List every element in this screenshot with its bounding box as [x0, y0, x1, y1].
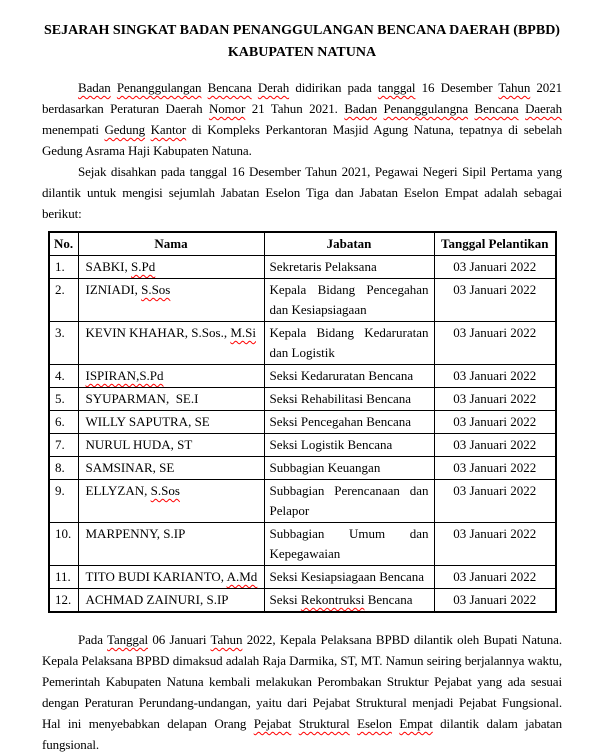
misspelled-text: Bencana [474, 101, 519, 116]
misspelled-text: Badan [344, 101, 378, 116]
misspelled-text: Gedung [104, 122, 146, 137]
table-header-row [49, 232, 556, 256]
misspelled-text: S.Sos [141, 282, 171, 297]
cell-no: 11. [49, 566, 78, 589]
table-row [49, 388, 556, 411]
misspelled-text: Penanggulangan [116, 80, 202, 95]
misspelled-text: Badan [78, 80, 111, 95]
text-run: SABKI, [85, 259, 132, 274]
misspelled-text: tanggal [377, 80, 416, 95]
text-run [350, 716, 357, 731]
text-run: Seksi [269, 592, 301, 607]
table-row [49, 322, 556, 365]
cell-tanggal-pelantikan: 03 Januari 2022 [434, 279, 556, 322]
header-cell-tanggal-pelantikan: Tanggal Pelantikan [434, 232, 556, 256]
cell-jabatan [264, 322, 434, 365]
misspelled-text: Nomor [208, 101, 246, 116]
text-run: Kepala Bidang Kedaruratan dan Logistik [269, 325, 429, 360]
text-run: TITO BUDI KARIANTO, [85, 569, 227, 584]
misspelled-text: Tahun [498, 80, 531, 95]
text-run: MARPENNY, S.IP [85, 526, 186, 541]
cell-jabatan [264, 589, 434, 613]
text-run: ELLYZAN, [85, 483, 151, 498]
text-run [291, 716, 298, 731]
misspelled-text: S.Pd [131, 259, 156, 274]
officials-table [48, 231, 557, 613]
cell-jabatan [264, 256, 434, 279]
text-run: Seksi Kesiapsiagaan Bencana [269, 569, 425, 584]
table-row [49, 434, 556, 457]
cell-nama [78, 566, 264, 589]
table-row [49, 411, 556, 434]
cell-jabatan [264, 388, 434, 411]
text-run: didirikan pada [289, 80, 378, 95]
cell-no: 10. [49, 523, 78, 566]
header-cell-nama: Nama [78, 232, 264, 256]
cell-no: 9. [49, 480, 78, 523]
text-run: Subbagian Perencanaan dan Pelapor [269, 483, 429, 518]
cell-jabatan [264, 523, 434, 566]
text-run: Kepala Bidang Pencegahan dan Kesiapsiagaan [269, 282, 429, 317]
text-run: dilantik dalam jabatan fungsional. [42, 716, 562, 752]
table-row [49, 589, 556, 613]
misspelled-text: Derah [257, 80, 290, 95]
text-run: 2021 berdasarkan Peraturan Daerah [42, 80, 563, 116]
header-cell-no: No. [49, 232, 78, 256]
misspelled-text: ISPIRAN,S.Pd [85, 368, 164, 383]
cell-nama [78, 457, 264, 480]
cell-nama [78, 434, 264, 457]
cell-tanggal-pelantikan: 03 Januari 2022 [434, 388, 556, 411]
text-run: IZNIADI, [85, 282, 142, 297]
table-row [49, 457, 556, 480]
cell-tanggal-pelantikan: 03 Januari 2022 [434, 523, 556, 566]
text-run: Sejak disahkan pada tanggal 16 Desember Tahun 2021, Pegawai Negeri Sipil Pertama yang dilantik untuk mengisi sejumlah Jabatan Eselon Tiga dan Jabatan Eselon Empat adalah sebagai berikut: [42, 164, 562, 221]
text-run: Seksi Logistik Bencana [269, 437, 393, 452]
text-run: KEVIN KHAHAR, S.Sos., [85, 325, 231, 340]
misspelled-text: Kantor [150, 122, 187, 137]
text-run: 06 Januari [148, 632, 211, 647]
table-intro-paragraph [42, 161, 562, 224]
text-run [392, 716, 399, 731]
cell-tanggal-pelantikan: 03 Januari 2022 [434, 411, 556, 434]
cell-jabatan [264, 279, 434, 322]
text-run: SYUPARMAN, SE.I [85, 391, 199, 406]
cell-nama [78, 589, 264, 613]
cell-no: 5. [49, 388, 78, 411]
table-row [49, 279, 556, 322]
cell-nama [78, 388, 264, 411]
cell-no: 6. [49, 411, 78, 434]
cell-nama [78, 523, 264, 566]
misspelled-text: Struktural [298, 716, 350, 731]
text-run: Sekretaris Pelaksana [269, 259, 377, 274]
cell-no: 12. [49, 589, 78, 613]
cell-tanggal-pelantikan: 03 Januari 2022 [434, 322, 556, 365]
cell-no: 7. [49, 434, 78, 457]
cell-tanggal-pelantikan: 03 Januari 2022 [434, 457, 556, 480]
text-run: di Kompleks Perkantoran Masjid Agung Natuna, tepatnya di sebelah Gedung Asrama Haji Kabupaten Natuna. [42, 122, 562, 158]
cell-jabatan [264, 480, 434, 523]
cell-tanggal-pelantikan: 03 Januari 2022 [434, 434, 556, 457]
cell-no: 2. [49, 279, 78, 322]
cell-no: 4. [49, 365, 78, 388]
cell-jabatan [264, 411, 434, 434]
text-run: Pada [78, 632, 108, 647]
misspelled-text: A.Md [226, 569, 258, 584]
misspelled-text: M.Si [230, 325, 256, 340]
text-run: 21 Tahun 2021. [245, 101, 345, 116]
misspelled-text: Empat [399, 716, 433, 731]
cell-jabatan [264, 434, 434, 457]
cell-nama [78, 256, 264, 279]
misspelled-text: Rekontruksi [300, 592, 365, 607]
misspelled-text: Pejabat [253, 716, 292, 731]
text-run: WILLY SAPUTRA, SE [85, 414, 210, 429]
text-run: Seksi Kedaruratan Bencana [269, 368, 414, 383]
cell-no: 1. [49, 256, 78, 279]
text-run: SAMSINAR, SE [85, 460, 175, 475]
document-title-line-1: SEJARAH SINGKAT BADAN PENANGGULANGAN BENCANA DAERAH (BPBD) [44, 23, 560, 38]
cell-tanggal-pelantikan: 03 Januari 2022 [434, 480, 556, 523]
text-run: NURUL HUDA, ST [85, 437, 193, 452]
header-cell-jabatan: Jabatan [264, 232, 434, 256]
document-title-line-2: KABUPATEN NATUNA [227, 45, 377, 60]
opening-paragraph [42, 77, 562, 161]
misspelled-text: S.Sos [150, 483, 180, 498]
document-title [42, 20, 562, 64]
text-run: Subbagian Umum dan Kepegawaian [269, 526, 429, 561]
cell-no: 3. [49, 322, 78, 365]
misspelled-text: Tanggal [107, 632, 149, 647]
text-run: menempati [42, 122, 105, 137]
cell-nama [78, 322, 264, 365]
text-run: 16 Desember [415, 80, 499, 95]
cell-tanggal-pelantikan: 03 Januari 2022 [434, 566, 556, 589]
table-row [49, 480, 556, 523]
cell-nama [78, 365, 264, 388]
table-row [49, 566, 556, 589]
cell-no: 8. [49, 457, 78, 480]
closing-paragraph [42, 629, 562, 755]
misspelled-text: Tahun [210, 632, 243, 647]
text-run: Subbagian Keuangan [269, 460, 381, 475]
cell-nama [78, 480, 264, 523]
officials-table-body [49, 256, 556, 613]
table-row [49, 365, 556, 388]
cell-tanggal-pelantikan: 03 Januari 2022 [434, 589, 556, 613]
misspelled-text: Bencana [207, 80, 252, 95]
table-row [49, 256, 556, 279]
cell-jabatan [264, 457, 434, 480]
text-run: Seksi Pencegahan Bencana [269, 414, 412, 429]
cell-nama [78, 411, 264, 434]
text-run: ACHMAD ZAINURI, S.IP [85, 592, 229, 607]
text-run: 2022, Kepala Pelaksana BPBD dilantik oleh Bupati Natuna. Kepala Pelaksana BPBD dimaksud adalah Raja Darmika, ST, MT. Namun seiring berjalannya waktu, Pemerintah Kabupaten Natuna kembali melakukan Perombakan Struktur Pejabat yang ada sesuai dengan Peraturan Perundang-undangan, yaitu dari Pejabat Struktural menjadi Pejabat Fungsional. Hal ini menyebabkan delapan Orang [42, 632, 562, 731]
misspelled-text: Eselon [357, 716, 392, 731]
cell-jabatan [264, 365, 434, 388]
misspelled-text: Penanggulangna [383, 101, 469, 116]
table-row [49, 523, 556, 566]
text-run: Bencana [364, 592, 413, 607]
cell-jabatan [264, 566, 434, 589]
text-run: Seksi Rehabilitasi Bencana [269, 391, 412, 406]
cell-tanggal-pelantikan: 03 Januari 2022 [434, 256, 556, 279]
cell-nama [78, 279, 264, 322]
misspelled-text: Daerah [525, 101, 563, 116]
cell-tanggal-pelantikan: 03 Januari 2022 [434, 365, 556, 388]
